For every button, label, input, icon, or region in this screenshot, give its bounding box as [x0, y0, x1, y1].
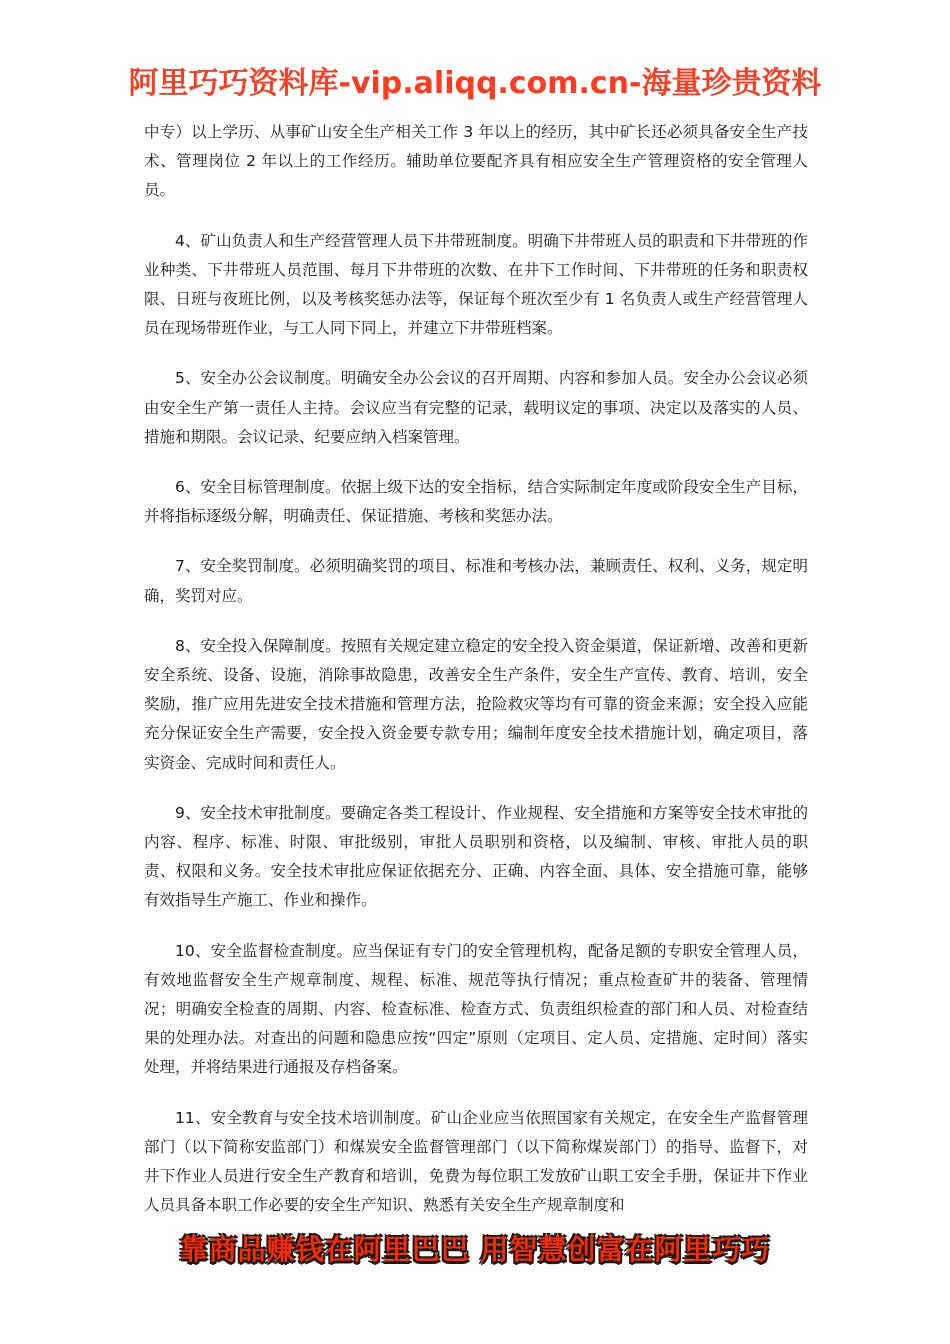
paragraph-item-11: 11、安全教育与安全技术培训制度。矿山企业应当依照国家有关规定，在安全生产监督管理部门（以下简称安监部门）和煤炭安全监督管理部门（以下简称煤炭部门）的指导、监督下，对井下作业人员进行安全生产教育和培训，免费为每位职工发放矿山职工安全手册，保证井下作业人员具备本职工作必要的安全生产知识、熟悉有关安全生产规章制度和	[144, 1108, 808, 1215]
paragraph-item-10: 10、安全监督检查制度。应当保证有专门的安全管理机构，配备足额的专职安全管理人员，有效地监督安全生产规章制度、规程、标准、规范等执行情况；重点检查矿井的装备、管理情况；明确安全检查的周期、内容、检查标准、检查方式、负责组织检查的部门和人员、对检查结果的处理办法。对查出的问题和隐患应按“四定”原则（定项目、定人员、定措施、定时间）落实处理，并将结果进行通报及存档备案。	[144, 941, 808, 1077]
footer-banner: 靠商品赚钱在阿里巴巴 用智慧创富在阿里巧巧	[179, 1233, 771, 1266]
paragraph-item-4: 4、矿山负责人和生产经营管理人员下井带班制度。明确下井带班人员的职责和下井带班的作业种类、下井带班人员范围、每月下井带班的次数、在井下工作时间、下井带班的任务和职责权限、日班与夜班比例，以及考核奖惩办法等，保证每个班次至少有 1 名负责人或生产经营管理人员在现场带班作业，与工人同下同上，并建立下井带班档案。	[144, 231, 808, 338]
paragraph-item-7: 7、安全奖罚制度。必须明确奖罚的项目、标准和考核办法，兼顾责任、权利、义务，规定明确，奖罚对应。	[144, 557, 808, 605]
paragraph-item-9: 9、安全技术审批制度。要确定各类工程设计、作业规程、安全措施和方案等安全技术审批的内容、程序、标准、时限、审批级别，审批人员职别和资格，以及编制、审核、审批人员的职责、权限和义务。安全技术审批应保证依据充分、正确、内容全面、具体、安全措施可靠，能够有效指导生产施工、作业和操作。	[144, 803, 808, 910]
paragraph-continuation: 中专）以上学历、从事矿山安全生产相关工作 3 年以上的经历，其中矿长还必须具备安全生产技术、管理岗位 2 年以上的工作经历。辅助单位要配齐具有相应安全生产管理资格的安全管理人员。	[144, 123, 808, 200]
document-body	[144, 118, 808, 1242]
paragraph-item-8: 8、安全投入保障制度。按照有关规定建立稳定的安全投入资金渠道，保证新增、改善和更新安全系统、设备、设施，消除事故隐患，改善安全生产条件，安全生产宣传、教育、培训，安全奖励，推广应用先进安全技术措施和管理方法，抢险救灾等均有可靠的资金来源；安全投入应能充分保证安全生产需要，安全投入资金要专款专用；编制年度安全技术措施计划，确定项目，落实资金、完成时间和责任人。	[144, 636, 808, 772]
paragraph-item-5: 5、安全办公会议制度。明确安全办公会议的召开周期、内容和参加人员。安全办公会议必须由安全生产第一责任人主持。会议应当有完整的记录，载明议定的事项、决定以及落实的人员、措施和期限。会议记录、纪要应纳入档案管理。	[144, 369, 808, 446]
header-banner: 阿里巧巧资料库-vip.aliqq.com.cn-海量珍贵资料	[128, 66, 822, 101]
paragraph-item-6: 6、安全目标管理制度。依据上级下达的安全指标，结合实际制定年度或阶段安全生产目标，并将指标逐级分解，明确责任、保证措施、考核和奖惩办法。	[144, 478, 808, 526]
